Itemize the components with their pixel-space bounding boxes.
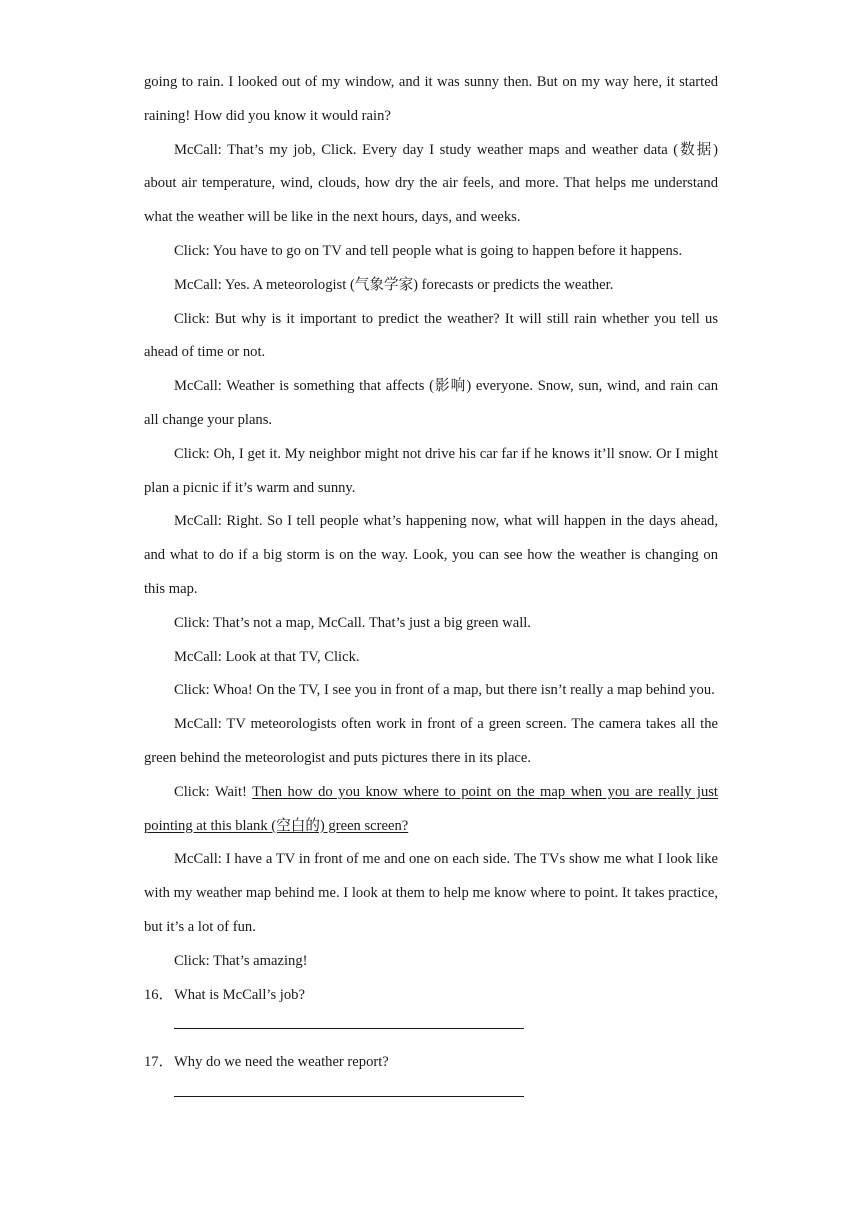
document-page xyxy=(144,66,718,1114)
question-number: 17． xyxy=(144,1054,174,1071)
question-number: 16． xyxy=(144,986,174,1003)
underlined-paragraph xyxy=(144,776,718,844)
paragraph: Click: You have to go on TV and tell people what is going to happen before it happens. xyxy=(174,242,683,259)
questions xyxy=(144,979,718,1098)
paragraph: Click: Oh, I get it. My neighbor might not drive his car far if he knows it’ll snow. Or I might plan a picnic if it’s warm and sunny. xyxy=(144,445,718,496)
paragraph: Click: But why is it important to predict the weather? It will still rain whether you tell us ahead of time or not. xyxy=(144,310,718,361)
paragraph: McCall: TV meteorologists often work in front of a green screen. The camera takes all the green behind the meteorologist and puts pictures there in its place. xyxy=(144,716,718,766)
question xyxy=(144,979,718,1013)
paragraph: McCall: Weather is something that affects (影响) everyone. Snow, sun, wind, and rain can all change your plans. xyxy=(144,378,718,428)
paragraph: McCall: I have a TV in front of me and one on each side. The TVs show me what I look like with my weather map behind me. I look at them to help me know where to point. It takes practice, but it’s a lot of fun. xyxy=(144,851,718,935)
question-text: Why do we need the weather report? xyxy=(174,1054,389,1071)
underlined-sentence: Then how do you know where to point on the map when you are really just pointing at this blank (空白的) green screen? xyxy=(144,783,718,834)
paragraph: McCall: Right. So I tell people what’s happening now, what will happen in the days ahead, and what to do if a big storm is on the way. Look, you can see how the weather is changing on this map. xyxy=(144,513,718,597)
paragraph: Click: That’s not a map, McCall. That’s just a big green wall. xyxy=(174,614,531,631)
paragraph: Click: Whoa! On the TV, I see you in front of a map, but there isn’t really a map behind you. xyxy=(174,682,715,699)
passage-end xyxy=(144,843,718,978)
paragraph: Click: That’s amazing! xyxy=(174,952,308,969)
question xyxy=(144,1046,718,1080)
paragraph: McCall: Look at that TV, Click. xyxy=(174,648,360,665)
paragraph: going to rain. I looked out of my window, and it was sunny then. But on my way here, it started raining! How did you know it would rain? xyxy=(144,74,718,124)
answer-line[interactable] xyxy=(174,1028,524,1029)
question-text: What is McCall’s job? xyxy=(174,986,305,1003)
paragraph: McCall: Yes. A meteorologist (气象学家) forecasts or predicts the weather. xyxy=(174,276,614,293)
paragraph: McCall: That’s my job, Click. Every day I study weather maps and weather data (数据) about air temperature, wind, clouds, how dry the air feels, and more. That helps me understand what the weather will be like in the next hours, days, and weeks. xyxy=(144,141,718,226)
underlined-paragraph-prefix: Click: Wait! xyxy=(174,783,253,800)
passage xyxy=(144,66,718,776)
answer-line[interactable] xyxy=(174,1096,524,1097)
